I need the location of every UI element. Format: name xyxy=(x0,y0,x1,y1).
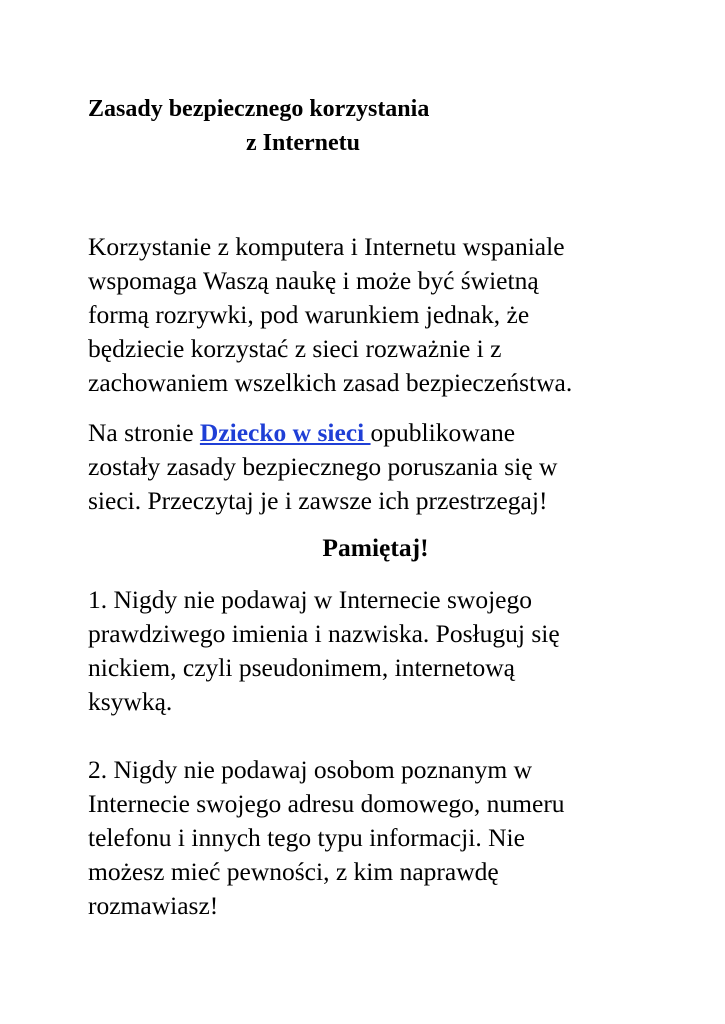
rule-line: prawdziwego imienia i nazwiska. Posługuj się xyxy=(88,619,560,648)
rule-1-paragraph xyxy=(88,583,648,719)
document-title-line-1: Zasady bezpiecznego korzystania xyxy=(88,96,430,122)
rule-line: rozmawiasz! xyxy=(88,891,219,920)
intro-line: będziecie korzystać z sieci rozważnie i z xyxy=(88,334,502,363)
intro-line: zachowaniem wszelkich zasad bezpieczeństwa. xyxy=(88,368,573,397)
site-text-after-link: opublikowane xyxy=(370,418,516,447)
rule-line: ksywką. xyxy=(88,687,173,716)
remember-heading xyxy=(0,531,725,565)
intro-line: wspomaga Waszą naukę i może być świetną xyxy=(88,266,539,295)
rule-line: nickiem, czyli pseudonimem, internetową xyxy=(88,653,516,682)
remember-heading-text: Pamiętaj! xyxy=(322,533,429,562)
rule-2-paragraph xyxy=(88,753,648,923)
site-text-before-link: Na stronie xyxy=(88,418,200,447)
dziecko-w-sieci-link[interactable]: Dziecko w sieci xyxy=(199,418,371,447)
site-line: sieci. Przeczytaj je i zawsze ich przestrzegaj! xyxy=(88,486,548,515)
rule-line: telefonu i innych tego typu informacji. Nie xyxy=(88,823,525,852)
intro-line: Korzystanie z komputera i Internetu wspaniale xyxy=(88,232,565,261)
site-paragraph xyxy=(88,416,648,518)
rule-line: możesz mieć pewności, z kim naprawdę xyxy=(88,857,499,886)
rule-line: 2. Nigdy nie podawaj osobom poznanym w xyxy=(88,755,533,784)
intro-line: formą rozrywki, pod warunkiem jednak, że xyxy=(88,300,530,329)
site-line: zostały zasady bezpiecznego poruszania się w xyxy=(88,452,558,481)
intro-paragraph xyxy=(88,230,648,400)
document-title-line-2: z Internetu xyxy=(246,130,360,156)
rule-line: Internecie swojego adresu domowego, numeru xyxy=(88,789,565,818)
site-first-line xyxy=(88,416,648,450)
document-title xyxy=(88,92,648,160)
rule-line: 1. Nigdy nie podawaj w Internecie swojego xyxy=(88,585,532,614)
